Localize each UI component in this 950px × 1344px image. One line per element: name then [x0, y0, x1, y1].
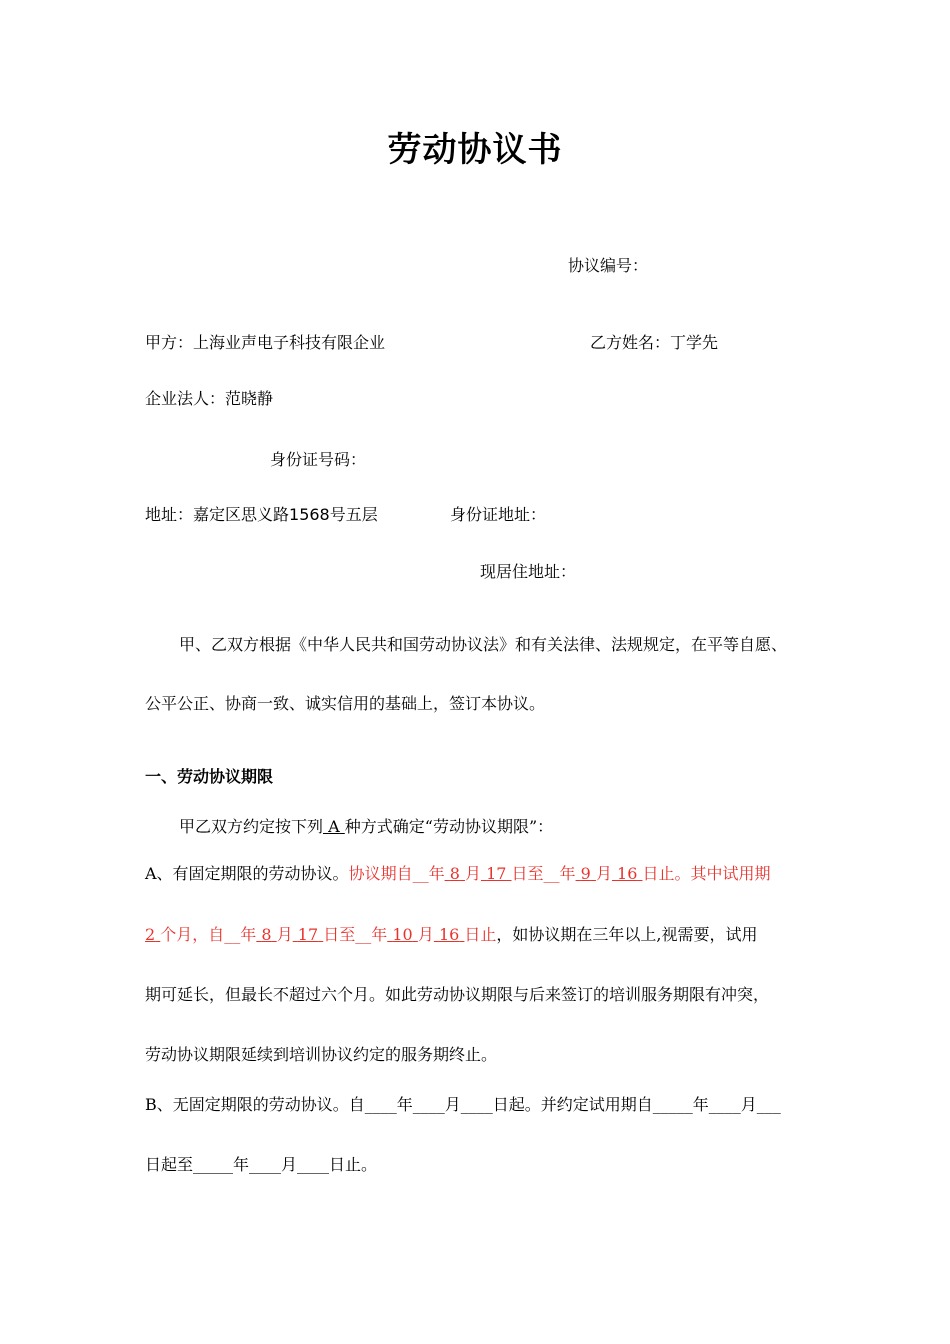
legal-representative: 企业法人：范晓静: [145, 389, 274, 408]
method-before: 甲乙双方约定按下列: [179, 817, 324, 836]
id-address-label: 身份证地址：: [450, 505, 547, 524]
party-b-name: 乙方姓名：丁学先: [590, 333, 719, 352]
preamble-line-1: 甲、乙双方根据《中华人民共和国劳动协议法》和有关法律、法规规定，在平等自愿、: [179, 635, 788, 654]
address-number: 1568: [289, 505, 330, 524]
method-line: [179, 817, 553, 837]
clause-a-line-3: 期可延长，但最长不超过六个月。如此劳动协议期限与后来签订的培训服务期限有冲突，: [145, 985, 770, 1004]
address-prefix: 地址：嘉定区思义路: [145, 505, 290, 524]
clause-a-probation-text: 2 个月，自__年 8 月 17 日至__年 10 月 16 日止: [145, 925, 497, 944]
clause-a-line-2: [145, 925, 758, 945]
clause-a-extension-text: ，如协议期在三年以上,视需要，试用: [496, 925, 758, 944]
clause-a-intro: A、有固定期限的劳动协议。: [145, 864, 349, 883]
clause-b-line-1: B、无固定期限的劳动协议。自____年____月____日起。并约定试用期自_____年____月___: [145, 1095, 781, 1114]
party-a-address: [145, 505, 378, 525]
party-a: 甲方：上海业声电子科技有限企业: [145, 333, 386, 352]
clause-a-line-4: 劳动协议期限延续到培训协议约定的服务期终止。: [145, 1045, 498, 1064]
contract-number-label: 协议编号：: [568, 256, 649, 275]
clause-b-line-2: 日起至_____年____月____日止。: [145, 1155, 378, 1174]
document-title: 劳动协议书: [387, 130, 563, 170]
address-suffix: 号五层: [329, 505, 378, 524]
clause-a-line-1: [145, 864, 771, 884]
method-after: 种方式确定“劳动协议期限”：: [344, 817, 554, 836]
section-1-heading: 一、劳动协议期限: [145, 767, 274, 786]
id-number-label: 身份证号码：: [270, 450, 367, 469]
current-address-label: 现居住地址：: [480, 562, 577, 581]
preamble-line-2: 公平公正、协商一致、诚实信用的基础上，签订本协议。: [145, 694, 546, 713]
clause-a-term-text: 协议期自__年 8 月 17 日至__年 9 月 16 日止。其中试用期: [348, 864, 771, 883]
method-choice: A: [328, 817, 340, 836]
